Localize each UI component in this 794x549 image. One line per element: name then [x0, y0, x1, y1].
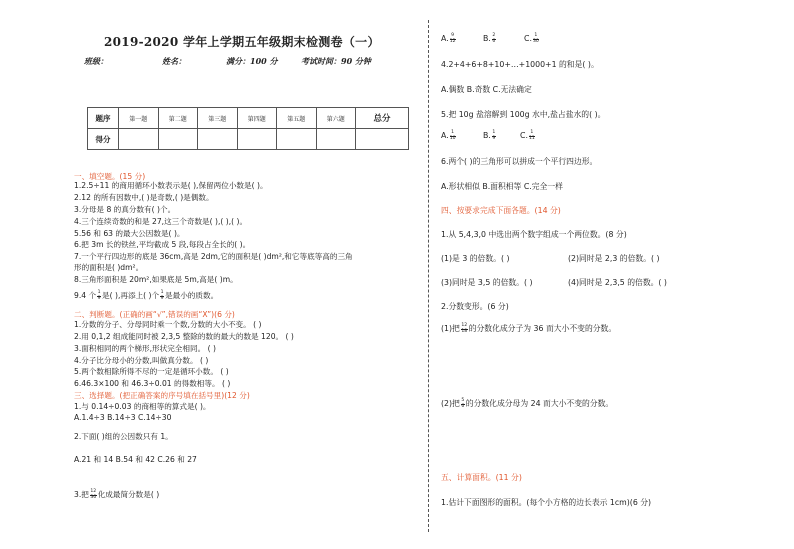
question-1-6: 6.把 3m 长的铁丝,平均截成 5 段,每段占全长的( )。 [74, 240, 251, 249]
section-3-heading: 三、选择题。(把正确答案的序号填在括号里)(12 分) [74, 391, 250, 400]
score-row-label: 得分 [88, 129, 119, 150]
fraction-denominator: 9 [160, 295, 164, 301]
score-cell[interactable] [119, 129, 159, 150]
exam-title: 2019-2020 学年上学期五年级期末检测卷（一） [104, 35, 380, 49]
name-label: 姓名： [162, 56, 186, 66]
question-5-1: 1.估计下面图形的面积。(每个小方格的边长表示 1cm)(6 分) [441, 498, 652, 507]
question-1-2: 2.12 的所有因数中,( )是奇数,( )是偶数。 [74, 193, 214, 202]
fraction-denominator: 9 [492, 135, 496, 141]
fraction-denominator: 6 [492, 38, 496, 44]
fraction-numerator: 1 [160, 290, 164, 295]
score-total-cell[interactable] [356, 129, 409, 150]
score-cell[interactable] [158, 129, 198, 150]
question-4-1-c: (3)同时是 3,5 的倍数。( ) [441, 278, 533, 287]
fraction [450, 34, 456, 44]
question-3-4: 4.2+4+6+8+10+…+1000+1 的和是( )。 [441, 60, 599, 69]
section-4-heading: 四、按要求完成下面各题。(14 分) [441, 206, 561, 215]
question-1-4: 4.三个连续奇数的和是 27,这三个奇数是( ),( ),( )。 [74, 217, 248, 226]
fraction-denominator: 10 [449, 135, 456, 141]
fraction [492, 131, 496, 141]
option-b-label: B. [483, 34, 491, 44]
question-3-3-pre: 3.把 [74, 490, 89, 500]
fraction [450, 131, 456, 141]
score-cell[interactable] [277, 129, 317, 150]
fraction [529, 131, 535, 141]
score-table [87, 107, 409, 150]
full-score-label: 满分：100 分 [226, 56, 278, 66]
fraction [461, 324, 468, 334]
option-a-label: A. [441, 131, 449, 141]
question-2-6: 6.46.3×100 和 46.3÷0.01 的得数相等。 ( ) [74, 379, 231, 388]
fraction [461, 399, 465, 409]
question-1-1: 1.2.5÷11 的商用循环小数表示是( ),保留两位小数是( )。 [74, 181, 268, 190]
question-2-4: 4.分子比分母小的分数,叫做真分数。 ( ) [74, 356, 209, 365]
section-2-heading: 二、判断题。(正确的画“√”,错误的画“X”)(6 分) [74, 310, 235, 319]
fraction-denominator: 6 [461, 403, 465, 409]
question-3-6-options: A.形状相似 B.面积相等 C.完全一样 [441, 182, 563, 191]
question-3-1: 1.与 0.14÷0.03 的商相等的算式是( )。 [74, 402, 211, 411]
question-1-9-post: 是最小的质数。 [165, 291, 219, 301]
question-1-9-mid: 是( ),再添上( )个 [102, 291, 160, 301]
fraction-numerator: 5 [461, 397, 465, 403]
question-4-1-a: (1)是 3 的倍数。( ) [441, 254, 510, 263]
score-col-6: 第六题 [316, 108, 356, 129]
question-4-2: 2.分数变形。(6 分) [441, 302, 509, 311]
question-1-9-pre: 9.4 个 [74, 291, 97, 301]
question-3-1-options: A.1.4÷3 B.14÷3 C.14÷30 [74, 413, 172, 422]
question-3-3-options [441, 34, 457, 44]
score-cell[interactable] [316, 129, 356, 150]
question-3-5-option-b [483, 131, 497, 141]
score-cell[interactable] [237, 129, 277, 150]
question-4-2-1-pre: (1)把 [441, 324, 460, 333]
score-cell[interactable] [198, 129, 238, 150]
fraction-denominator: 30 [532, 38, 539, 44]
fraction-numerator: 1 [451, 130, 455, 135]
question-4-1-d: (4)同时是 2,3,5 的倍数。( ) [568, 278, 667, 287]
score-total-header: 总分 [356, 108, 409, 129]
question-4-1-b: (2)同时是 2,3 的倍数。( ) [568, 254, 660, 263]
option-c-label: C. [520, 131, 528, 141]
section-1-heading: 一、填空题。(15 分) [74, 172, 146, 181]
class-label: 班级： [84, 56, 108, 66]
fraction-numerator: 1 [534, 33, 538, 38]
question-3-3-post: 化成最简分数是( ) [97, 490, 160, 500]
question-1-7-line1: 7.一个平行四边形的底是 36cm,高是 2dm,它的面积是( )dm²,和它等底等高的三角 [74, 252, 353, 261]
question-4-2-2-pre: (2)把 [441, 399, 460, 408]
score-col-3: 第三题 [198, 108, 238, 129]
fraction-denominator: 12 [449, 38, 456, 44]
question-3-4-options: A.偶数 B.奇数 C.无法确定 [441, 85, 532, 94]
score-table-header-label: 题序 [88, 108, 119, 129]
fraction-numerator: 12 [461, 322, 468, 328]
question-2-1: 1.分数的分子、分母同时乘一个数,分数的大小不变。 ( ) [74, 320, 262, 329]
question-4-1: 1.从 5,4,3,0 中选出两个数字组成一个两位数。(8 分) [441, 230, 627, 239]
question-3-5-option-a [441, 131, 457, 141]
option-a-label: A. [441, 34, 449, 44]
question-1-3: 3.分母是 8 的真分数有( )个。 [74, 205, 176, 214]
option-b-label: B. [483, 131, 491, 141]
question-1-9 [74, 291, 218, 301]
question-2-5: 5.两个数相除所得不尽的一定是循环小数。 ( ) [74, 367, 229, 376]
fraction [90, 490, 97, 500]
question-3-3-option-b [483, 34, 497, 44]
score-col-4: 第四题 [237, 108, 277, 129]
fraction [533, 34, 539, 44]
fraction-numerator: 1 [492, 130, 496, 135]
fraction-denominator: 18 [461, 328, 468, 334]
question-4-2-2-post: 的分数化成分母为 24 而大小不变的分数。 [465, 399, 614, 408]
fraction-numerator: 12 [90, 489, 97, 494]
fraction-numerator: 1 [97, 290, 101, 295]
fraction-numerator: 1 [530, 130, 534, 135]
question-4-2-1-post: 的分数化成分子为 36 而大小不变的分数。 [468, 324, 617, 333]
question-2-2: 2.用 0,1,2 组成能同时被 2,3,5 整除的数的最大的数是 120。 ( ) [74, 332, 294, 341]
score-col-2: 第二题 [158, 108, 198, 129]
question-4-2-2 [441, 398, 613, 409]
question-3-2-options: A.21 和 14 B.54 和 42 C.26 和 27 [74, 455, 197, 464]
fraction-denominator: 36 [90, 494, 97, 500]
fraction [492, 34, 496, 44]
question-3-6: 6.两个( )的三角形可以拼成一个平行四边形。 [441, 157, 598, 166]
fraction [160, 291, 164, 301]
score-col-1: 第一题 [119, 108, 159, 129]
question-3-3 [74, 490, 159, 500]
fraction-denominator: 9 [97, 295, 101, 301]
section-5-heading: 五、计算面积。(11 分) [441, 473, 522, 482]
fraction-numerator: 9 [451, 33, 455, 38]
question-3-2: 2.下面( )组的公因数只有 1。 [74, 432, 173, 441]
question-1-8: 8.三角形面积是 20m²,如果底是 5m,高是( )m。 [74, 275, 238, 284]
fraction-denominator: 11 [528, 135, 535, 141]
question-3-5: 5.把 10g 盐溶解到 100g 水中,盐占盐水的( )。 [441, 110, 606, 119]
fraction-numerator: 2 [492, 33, 496, 38]
question-1-7-line2: 形的面积是( )dm²。 [74, 263, 144, 272]
question-2-3: 3.面积相同的两个梯形,形状完全相同。 ( ) [74, 344, 216, 353]
question-1-5: 5.56 和 63 的最大公因数是( )。 [74, 229, 185, 238]
exam-time-label: 考试时间：90 分钟 [301, 56, 371, 66]
question-4-2-1 [441, 323, 616, 334]
column-divider [428, 20, 430, 532]
fraction [97, 291, 101, 301]
option-c-label: C. [524, 34, 532, 44]
score-col-5: 第五题 [277, 108, 317, 129]
question-3-3-option-c [524, 34, 540, 44]
question-3-5-option-c [520, 131, 536, 141]
